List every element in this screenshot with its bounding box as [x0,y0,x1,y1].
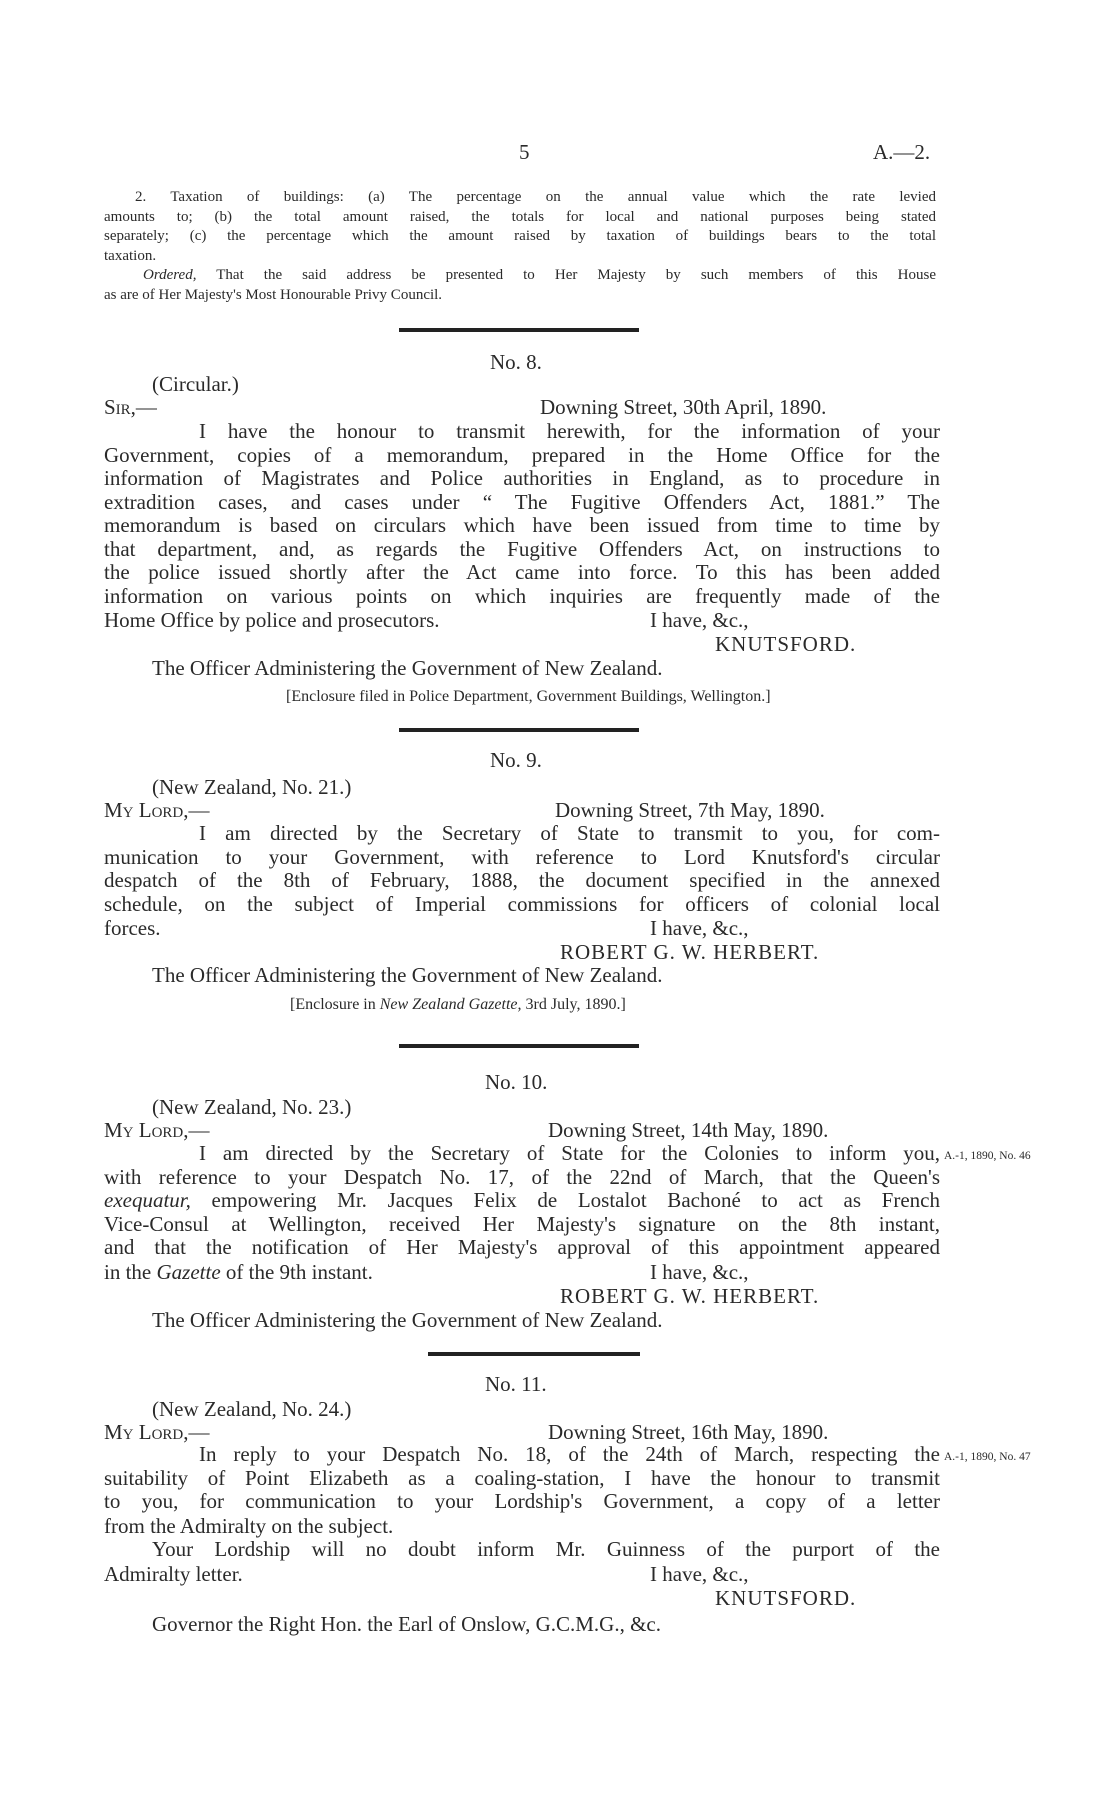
enclosure-prefix: [Enclosure in [290,996,380,1013]
text-line: I have the honour to transmit herewith, for the information of your [199,419,940,443]
text-line: suitability of Point Elizabeth as a coaling-station, I have the honour to transmit [104,1465,940,1490]
text-line [104,1260,373,1285]
text-line: despatch of the 8th of February, 1888, the document specified in the annexed [104,868,940,892]
text-line: Your Lordship will no doubt inform Mr. Guinness of the purport of the [152,1537,940,1561]
signature: KNUTSFORD. [715,1586,857,1610]
letter-body-no9 [104,822,940,916]
text-line: munication to your Government, with reference to Lord Knutsford's circular [104,844,940,869]
section-title-no9: No. 9. [490,748,542,772]
text-line: that department, and, as regards the Fugitive Offenders Act, on instructions to [104,536,940,561]
closing: I have, &c., [650,916,749,940]
circular-label: (Circular.) [152,372,239,396]
text-line: In reply to your Despatch No. 18, of the 24th of March, respecting the [199,1442,940,1466]
margin-note: A.-1, 1890, No. 46 [944,1150,1031,1162]
taxation-clause [104,188,936,305]
despatch-ref: (New Zealand, No. 21.) [152,775,352,799]
text-line: extradition cases, and cases under “ The Fugitive Offenders Act, 1881.” The [104,489,940,514]
text-line: the police issued shortly after the Act came into force. To this has been added [104,560,940,584]
text-line: 2. Taxation of buildings: (a) The percentage on the annual value which the rate levied [135,189,936,205]
addressee: The Officer Administering the Government of New Zealand. [152,1308,663,1332]
salutation: My Lord,— [104,1420,210,1444]
ordered-label: Ordered, [143,267,197,283]
enclosure-note [290,996,626,1014]
addressee: The Officer Administering the Government of New Zealand. [152,656,663,680]
letter-body-no8 [104,420,940,608]
section-divider [399,728,639,732]
text-line: amounts to; (b) the total amount raised, the totals for local and national purposes being stated [104,208,936,225]
despatch-ref: (New Zealand, No. 23.) [152,1095,352,1119]
letter-body-no11-para2 [104,1538,940,1562]
exequatur: exequatur, [104,1188,191,1212]
text-line: I am directed by the Secretary of State for the Colonies to inform you, [199,1141,940,1165]
ordered-line [104,266,936,286]
closing: I have, &c., [650,608,749,632]
closing: I have, &c., [650,1562,749,1586]
section-title-no8: No. 8. [490,350,542,374]
section-divider [428,1352,640,1356]
section-title-no10: No. 10. [485,1070,548,1094]
text-line: information on various points on which inquiries are frequently made of the [104,583,940,608]
ordered-text: That the said address be presented to Her Majesty by such members of this House [216,267,936,283]
text-line: Vice-Consul at Wellington, received Her Majesty's signature on the 8th instant, [104,1211,940,1236]
text-line: separately; (c) the percentage which the amount raised by taxation of buildings bears to the total [104,228,936,244]
addressee: The Officer Administering the Government of New Zealand. [152,963,663,987]
text-line: memorandum is based on circulars which have been issued from time to time by [104,513,940,537]
place-date: Downing Street, 14th May, 1890. [548,1118,829,1142]
page-number: 5 [519,140,530,164]
text-line: as are of Her Majesty's Most Honourable Privy Council. [104,286,443,303]
text-line: Admiralty letter. [104,1562,243,1586]
text-line: to you, for communication to your Lordship's Government, a copy of a letter [104,1489,940,1513]
text-line: with reference to your Despatch No. 17, of the 22nd of March, that the Queen's [104,1164,940,1189]
salutation: My Lord,— [104,798,210,822]
text-line [104,1189,940,1213]
text-line: information of Magistrates and Police authorities in England, as to procedure in [104,466,940,490]
section-divider [399,328,639,332]
line-rest: of the 9th instant. [220,1260,373,1284]
margin-note: A.-1, 1890, No. 47 [944,1451,1031,1463]
section-divider [399,1044,639,1048]
signature: KNUTSFORD. [715,632,857,656]
text-line: forces. [104,916,161,940]
line-prefix: in the [104,1260,157,1284]
enclosure-gazette: New Zealand Gazette, [379,996,522,1013]
salutation: My Lord,— [104,1118,210,1142]
despatch-ref: (New Zealand, No. 24.) [152,1397,352,1421]
addressee: Governor the Right Hon. the Earl of Onslow, G.C.M.G., &c. [152,1612,661,1636]
salutation: Sir,— [104,395,157,419]
text-line: and that the notification of Her Majesty's approval of this appointment appeared [104,1235,940,1259]
document-ref: A.—2. [873,140,931,164]
section-title-no11: No. 11. [485,1372,547,1396]
letter-body-no11 [104,1443,940,1514]
text-line: schedule, on the subject of Imperial commissions for officers of colonial local [104,891,940,916]
place-date: Downing Street, 30th April, 1890. [540,395,827,419]
text-line: Home Office by police and prosecutors. [104,608,440,632]
signature: ROBERT G. W. HERBERT. [560,1284,820,1308]
text-line: from the Admiralty on the subject. [104,1514,394,1538]
closing: I have, &c., [650,1260,749,1284]
text-line: I am directed by the Secretary of State to transmit to you, for com- [199,821,940,845]
enclosure-note: [Enclosure filed in Police Department, Government Buildings, Wellington.] [286,688,771,705]
signature: ROBERT G. W. HERBERT. [560,940,820,964]
place-date: Downing Street, 7th May, 1890. [555,798,825,822]
letter-body-no10 [104,1142,940,1260]
text-line: Government, copies of a memorandum, prepared in the Home Office for the [104,442,940,467]
text-line: taxation. [104,247,157,264]
gazette: Gazette [156,1260,221,1284]
enclosure-date: 3rd July, 1890.] [521,996,626,1013]
line-rest: empowering Mr. Jacques Felix de Lostalot Bachoné to act as French [190,1188,940,1212]
place-date: Downing Street, 16th May, 1890. [548,1420,829,1444]
